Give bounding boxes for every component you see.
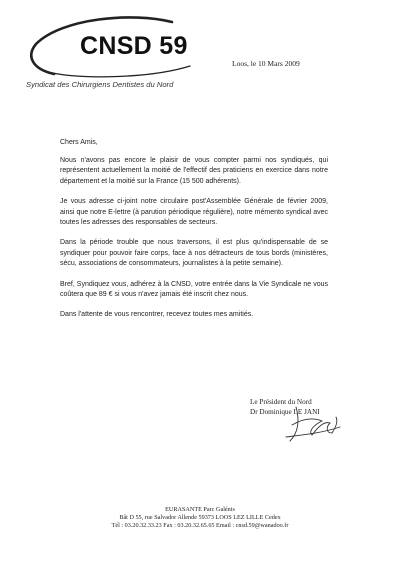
salutation: Chers Amis,	[60, 139, 98, 146]
date-line: Loos, le 10 Mars 2009	[232, 59, 300, 68]
paragraph-3: Dans la période trouble que nous traversons, il est plus qu'indispensable de se syndiquer pour pouvoir faire corps, face à nos détracteurs de tous bords (ministères, sécu, associations de consommateurs, journalistes à la petite semaine).	[60, 239, 328, 267]
paragraph-5: Dans l'attente de vous rencontrer, recevez toutes mes amitiés.	[60, 311, 254, 319]
signatory-name: Dr Dominique LE JANI	[250, 407, 320, 416]
paragraph-1: Nous n'avons pas encore le plaisir de vous compter parmi nos syndiqués, qui représentent actuellement la moitié de l'effectif des praticiens en exercice dans notre département et la moitié sur la France (15 500 adhérents).	[60, 157, 328, 185]
signatory-title: Le Président du Nord	[250, 398, 312, 406]
organization-name: Syndicat des Chirurgiens Dentistes du Nord	[26, 80, 174, 89]
cnsd-logo	[22, 14, 197, 86]
letter-body	[60, 138, 328, 331]
logo-text: CNSD 59	[80, 32, 188, 60]
paragraph-2: Je vous adresse ci-joint notre circulaire post'Assemblée Générale de février 2009, ainsi que notre E-lettre (à parution périodique régulière), notre mémento syndical avec toutes les adresses des responsables de secteurs.	[60, 198, 328, 226]
handwritten-signature-icon	[282, 397, 342, 447]
footer-line-3: Tél : 03.20.32.33.23 Fax : 03.20.32.65.65 Email : cnsd.59@wanadoo.fr	[111, 522, 289, 530]
footer-line-1: EURASANTE Parc Galénis	[165, 506, 235, 513]
footer-address	[0, 506, 400, 531]
paragraph-4: Bref, Syndiquez vous, adhérez à la CNSD, votre entrée dans la Vie Syndicale ne vous coûtera que 89 € si vous n'avez jamais été inscrit chez nous.	[60, 280, 328, 298]
footer-line-2: Bât D 55, rue Salvador Allende 59373 LOOS LEZ LILLE Cedex	[119, 514, 281, 522]
